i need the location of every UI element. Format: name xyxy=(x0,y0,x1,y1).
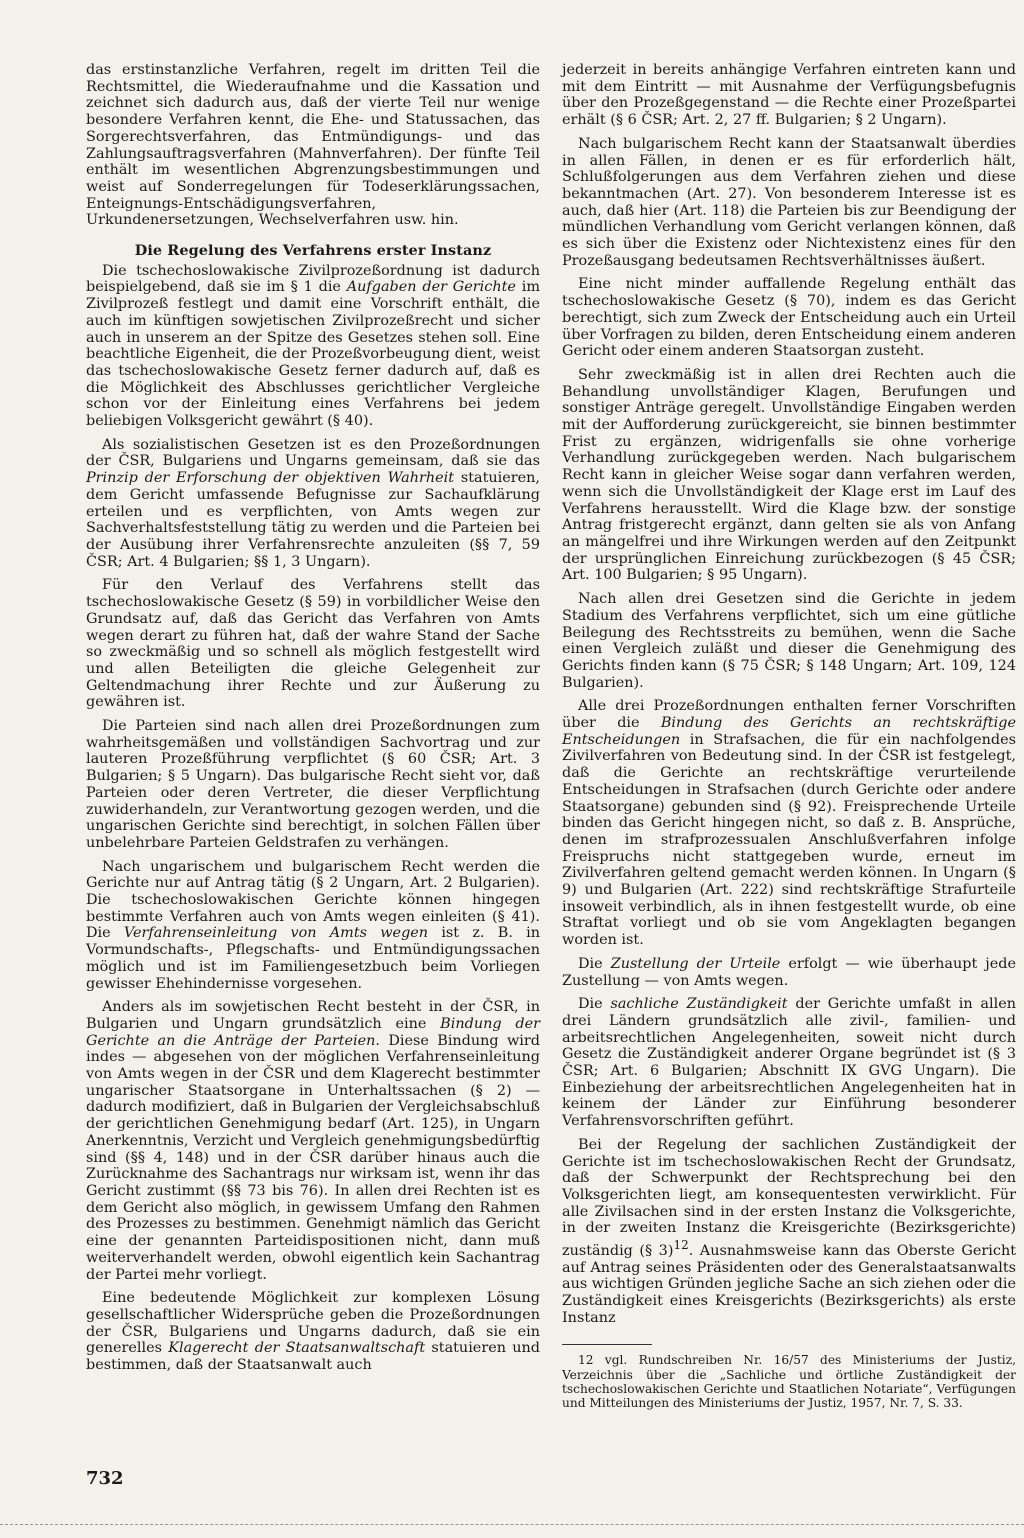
paragraph: Anders als im sowjetischen Recht besteht in der ČSR, in Bulgarien und Ungarn grundsätzlich eine Bindung der Gerichte an die Anträge der Parteien. Diese Bindung wird indes — abgesehen von der möglichen Verfahrenseinleitung von Amts wegen in der ČSR und dem Klagerecht bestimmter ungarischer Staatsorgane in Unterhaltssachen (§ 2) — dadurch modifiziert, daß in Bulgarien der Vergleichsabschluß der gerichtlichen Genehmigung bedarf (Art. 125), in Ungarn Anerkenntnis, Verzicht und Vergleich genehmigungsbedürftig sind (§§ 4, 148) und in der ČSR darüber hinaus auch die Zurücknahme des Sachantrags nur wirksam ist, wenn ihr das Gericht zustimmt (§§ 73 bis 76). In allen drei Rechten ist es dem Gericht also möglich, in gewissem Umfang den Rahmen des Prozesses zu bestimmen. Genehmigt nämlich das Gericht eine der genannten Parteidispositionen nicht, dann muß weiterverhandelt werden, obwohl eigentlich kein Sachantrag der Partei mehr vorliegt. xyxy=(86,999,540,1283)
footnote: 12 vgl. Rundschreiben Nr. 16/57 des Ministeriums der Justiz, Verzeichnis über die „Sachliche und örtliche Zuständigkeit der tschechoslowakischen Gerichte und Staatlichen Notariate“, Verfügungen und Mitteilungen des Ministeriums der Justiz, 1957, Nr. 7, S. 33. xyxy=(562,1353,1016,1411)
section-heading: Die Regelung des Verfahrens erster Instanz xyxy=(134,242,492,260)
paragraph: das erstinstanzliche Verfahren, regelt im dritten Teil die Rechtsmittel, die Wiederaufnahme und die Kassation und zeichnet sich dadurch aus, daß der vierte Teil nur wenige besondere Verfahren kennt, die Ehe- und Statussachen, das Sorgerechtsverfahren, das Entmündigungs- und das Zahlungsauftragsverfahren (Mahnverfahren). Der fünfte Teil enthält im wesentlichen Abgrenzungsbestimmungen und weist auf Sonderregelungen für Todeserklärungssachen, Enteignungs-Entschädigungsverfahren, Urkundenersetzungen, Wechselverfahren usw. hin. xyxy=(86,62,540,229)
left-column xyxy=(86,62,540,1381)
emphasis: Aufgaben der Gerichte xyxy=(346,279,516,296)
paragraph: Nach ungarischem und bulgarischem Recht werden die Gerichte nur auf Antrag tätig (§ 2 Ungarn, Art. 2 Bulgarien). Die tschechoslowakischen Gerichte können hingegen bestimmte Verfahren auch von Amts wegen einleiten (§ 41). Die Verfahrenseinleitung von Amts wegen ist z. B. in Vormundschafts-, Pflegschafts- und Entmündigungssachen möglich und ist im Familiengesetzbuch beim Vorliegen gewisser Ehehindernisse vorgesehen. xyxy=(86,858,541,992)
paragraph: Für den Verlauf des Verfahrens stellt das tschechoslowakische Gesetz (§ 59) in vorbildlicher Weise den Grundsatz auf, daß das Gericht das Verfahren von Amts wegen derart zu führen hat, daß der wahre Stand der Sache so zweckmäßig und so schnell als möglich festgestellt wird und allen Beteiligten die gleiche Gelegenheit zur Geltendmachung ihrer Rechte und zur Äußerung zu gewähren ist. xyxy=(86,577,540,711)
document-page xyxy=(86,62,1018,1502)
emphasis: Bindung des Gerichts an rechtskräftige Entscheidungen xyxy=(562,715,1017,748)
scan-edge-divider xyxy=(0,1524,1024,1525)
footnote-divider xyxy=(562,1344,652,1345)
paragraph: Die Parteien sind nach allen drei Prozeßordnungen zum wahrheitsgemäßen und vollständigen Sachvortrag und zur lauteren Prozeßführung verpflichtet (§ 60 ČSR; Art. 3 Bulgarien; § 5 Ungarn). Das bulgarische Recht sieht vor, daß Parteien oder deren Vertreter, die dieser Verpflichtung zuwiderhandeln, zur Verantwortung gezogen werden, und die ungarischen Gerichte sind berechtigt, in solchen Fällen über unbelehrbare Parteien Geldstrafen zu verhängen. xyxy=(86,718,540,851)
paragraph: Alle drei Prozeßordnungen enthalten ferner Vorschriften über die Bindung des Gerichts an rechtskräftige Entscheidungen in Strafsachen, die für ein nachfolgendes Zivilverfahren von Bedeutung sind. In der ČSR ist festgelegt, daß die Gerichte an rechtskräftige verurteilende Entscheidungen in Strafsachen (durch Gerichte oder andere Staatsorgane) gebunden sind (§ 92). Freisprechende Urteile binden das Gericht hingegen nicht, so daß z. B. Ansprüche, denen im strafprozessualen Anschlußverfahren infolge Freispruchs nicht stattgegeben wurde, erneut im Zivilverfahren geltend gemacht werden können. In Ungarn (§ 9) und Bulgarien (Art. 222) sind rechtskräftige Strafurteile insoweit verbindlich, als in ihnen festgestellt wurde, ob eine Straftat vorliegt und ob sie vom Angeklagten begangen worden ist. xyxy=(562,698,1017,949)
paragraph: Eine nicht minder auffallende Regelung enthält das tschechoslowakische Gesetz (§ 70), indem es das Gericht berechtigt, sich zum Zweck der Entscheidung auch ein Urteil über Vorfragen zu bilden, deren Entscheidung einem anderen Gericht oder einem anderen Staatsorgan zusteht. xyxy=(562,276,1016,360)
paragraph: Die Zustellung der Urteile erfolgt — wie überhaupt jede Zustellung — von Amts wegen. xyxy=(562,955,1016,989)
paragraph: Nach bulgarischem Recht kann der Staatsanwalt überdies in allen Fällen, in denen er es für erforderlich hält, Schlußfolgerungen aus dem Verfahren ziehen und diese bekanntmachen (Art. 27). Von besonderem Interesse ist es auch, daß hier (Art. 118) die Parteien bis zur Beendigung der mündlichen Verhandlung vom Gericht verlangen können, daß es sich über die Existenz oder Nichtexistenz eines für den Prozeßausgang bedeutsamen Rechtsverhältnisses äußert. xyxy=(562,135,1016,269)
paragraph: Sehr zweckmäßig ist in allen drei Rechten auch die Behandlung unvollständiger Klagen, Berufungen und sonstiger Anträge geregelt. Unvollständige Eingaben werden mit der Aufforderung zurückgereicht, sie binnen bestimmter Frist zu ergänzen, widrigenfalls sie ohne vorherige Verhandlung zurückgegeben werden. Nach bulgarischem Recht kann in gleicher Weise sogar dann verfahren werden, wenn sich die Unvollständigkeit der Klage erst im Lauf des Verfahrens herausstellt. Wird die Klage bzw. der sonstige Antrag fristgerecht ergänzt, dann gelten sie als von Anfang an mängelfrei und ihre Wirkungen werden auf den Zeitpunkt der ursprünglichen Einreichung zurückbezogen (§ 45 ČSR; Art. 100 Bulgarien; § 95 Ungarn). xyxy=(562,366,1016,584)
paragraph: Bei der Regelung der sachlichen Zuständigkeit der Gerichte ist im tschechoslowakischen Recht der Grundsatz, daß der Schwerpunkt der Rechtsprechung bei den Volksgerichten liegt, am konsequentesten verwirklicht. Für alle Zivilsachen sind in der ersten Instanz die Volksgerichte, in der zweiten Instanz die Kreisgerichte (Bezirksgerichte) zuständig (§ 3)$^{12}$. Ausnahmsweise kann das Oberste Gericht auf Antrag seines Präsidenten oder des Generalstaatsanwalts aus wichtigen Gründen jegliche Sache an sich ziehen oder die Zuständigkeit eines Kreisgerichts (Bezirksgerichts) als erste Instanz xyxy=(562,1136,1016,1326)
emphasis: Verfahrenseinleitung von Amts wegen xyxy=(123,925,429,942)
emphasis: Bindung der Gerichte an die Anträge der Parteien. xyxy=(86,1015,540,1049)
emphasis: Zustellung der Urteile xyxy=(610,955,781,972)
emphasis: Prinzip der Erforschung der objektiven Wahrheit xyxy=(86,470,455,487)
right-column xyxy=(562,62,1016,1418)
emphasis: Klagerecht der Staatsanwaltschaft xyxy=(168,1340,426,1357)
page-number: 732 xyxy=(86,1468,124,1489)
paragraph: Die tschechoslowakische Zivilprozeßordnung ist dadurch beispielgebend, daß sie im § 1 die Aufgaben der Gerichte im Zivilprozeß festlegt und damit eine Vorschrift enthält, die auch im künftigen sowjetischen Zivilprozeßrecht und sicher auch in unserem an der Spitze des Gesetzes stehen soll. Eine beachtliche Eigenheit, die der Prozeßvorbeugung dient, weist das tschechoslowakische Gesetz ferner dadurch auf, daß es die Möglichkeit des Abschlusses gerichtlicher Vergleiche schon vor der Einleitung eines Verfahrens bei jedem beliebigen Volksgericht gewährt (§ 40). xyxy=(86,262,540,430)
paragraph: Die sachliche Zuständigkeit der Gerichte umfaßt in allen drei Ländern grundsätzlich alle zivil-, familien- und arbeitsrechtlichen Angelegenheiten, soweit nicht durch Gesetz die Zuständigkeit anderer Organe begründet ist (§ 3 ČSR; Art. 6 Bulgarien; Abschnitt IX GVG Ungarn). Die Einbeziehung der arbeitsrechtlichen Angelegenheiten hat in keinem der Länder zur Einführung besonderer Verfahrensvorschriften geführt. xyxy=(562,996,1016,1130)
emphasis: sachliche Zuständigkeit xyxy=(610,996,788,1013)
paragraph: Nach allen drei Gesetzen sind die Gerichte in jedem Stadium des Verfahrens verpflichtet, sich um eine gütliche Beilegung des Rechtsstreits zu bemühen, wenn die Sache einen Vergleich zuläßt und dieser die Genehmigung des Gerichts finden kann (§ 75 ČSR; § 148 Ungarn; Art. 109, 124 Bulgarien). xyxy=(562,591,1016,691)
paragraph: Als sozialistischen Gesetzen ist es den Prozeßordnungen der ČSR, Bulgariens und Ungarns gemeinsam, daß sie das Prinzip der Erforschung der objektiven Wahrheit statuieren, dem Gericht umfassende Befugnisse zur Sachaufklärung erteilen und es verpflichten, von Amts wegen zur Sachverhaltsfeststellung tätig zu werden und die Parteien bei der Ausübung ihrer Verfahrensrechte anzuleiten (§§ 7, 59 ČSR; Art. 4 Bulgarien; §§ 1, 3 Ungarn). xyxy=(86,436,540,570)
footnote-reference[interactable]: 12 xyxy=(673,1238,689,1253)
paragraph: jederzeit in bereits anhängige Verfahren eintreten kann und mit dem Eintritt — mit Ausnahme der Verfügungsbefugnis über den Prozeßgegenstand — die Rechte einer Prozeßpartei erhält (§ 6 ČSR; Art. 2, 27 ff. Bulgarien; § 2 Ungarn). xyxy=(562,62,1016,129)
paragraph: Eine bedeutende Möglichkeit zur komplexen Lösung gesellschaftlicher Widersprüche geben die Prozeßordnungen der ČSR, Bulgariens und Ungarns dadurch, daß sie ein generelles Klagerecht der Staatsanwaltschaft statuieren und bestimmen, daß der Staatsanwalt auch xyxy=(86,1290,540,1374)
